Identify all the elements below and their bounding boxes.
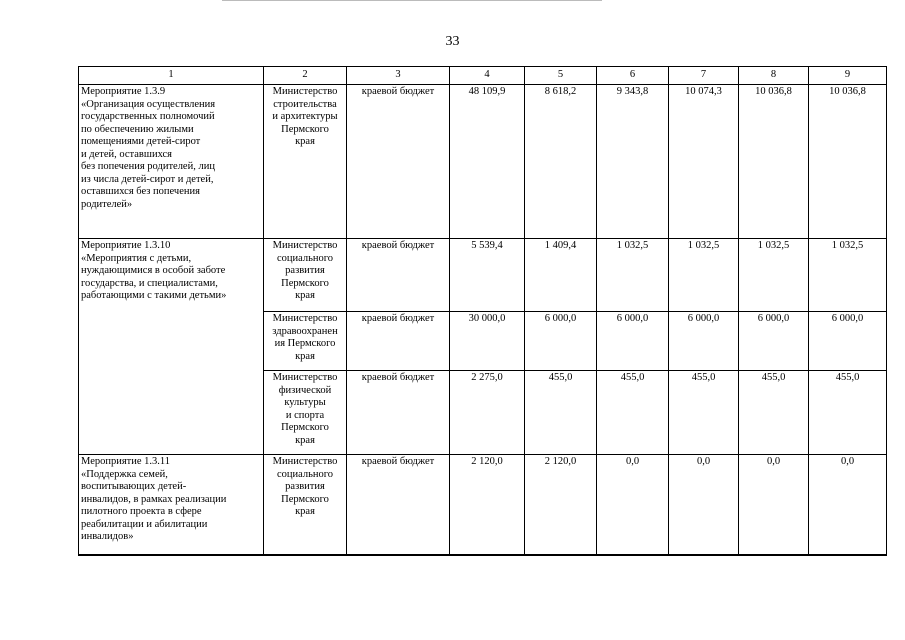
table-row (79, 239, 887, 312)
value-cell: 0,0 (669, 455, 739, 555)
value-cell: 455,0 (669, 371, 739, 455)
value-cell: 2 120,0 (525, 455, 597, 555)
ministry-line: развития (285, 265, 325, 276)
value-cell: 1 032,5 (809, 239, 887, 312)
column-header: 6 (597, 67, 669, 85)
value-cell: 2 275,0 (450, 371, 525, 455)
event-line: Мероприятие 1.3.11 (81, 456, 171, 467)
ministry-cell (264, 312, 347, 371)
ministry-line: и архитектуры (272, 111, 338, 122)
event-line: из числа детей-сирот и детей, (81, 173, 214, 185)
event-line: «Организация осуществления (81, 98, 216, 110)
value-cell: 9 343,8 (597, 85, 669, 239)
column-header: 9 (809, 67, 887, 85)
event-line: «Мероприятия с детьми, (81, 252, 192, 264)
value-cell: 10 074,3 (669, 85, 739, 239)
ministry-line: культуры (284, 397, 326, 408)
value-cell: 6 000,0 (739, 312, 809, 371)
value-cell: 6 000,0 (525, 312, 597, 371)
event-line: воспитывающих детей- (81, 481, 187, 492)
ministry-cell (264, 455, 347, 555)
event-cell (79, 239, 264, 455)
ministry-line: Министерство (272, 240, 338, 251)
ministry-line: развития (285, 481, 325, 492)
event-line: по обеспечению жилыми (81, 123, 194, 135)
budget-table (78, 66, 887, 556)
ministry-line: Министерство (272, 372, 338, 383)
budget-source-cell: краевой бюджет (347, 371, 450, 455)
event-line: нуждающимися в особой заботе (81, 265, 226, 276)
ministry-line: здравоохранен (272, 325, 338, 337)
table-row (79, 85, 887, 239)
table-row (79, 455, 887, 555)
event-cell (79, 85, 264, 239)
ministry-line: физической (278, 384, 332, 396)
column-header: 7 (669, 67, 739, 85)
column-header: 8 (739, 67, 809, 85)
value-cell: 455,0 (597, 371, 669, 455)
ministry-line: края (295, 434, 315, 446)
column-header: 2 (264, 67, 347, 85)
value-cell: 5 539,4 (450, 239, 525, 312)
value-cell: 1 409,4 (525, 239, 597, 312)
event-line: инвалидов» (81, 531, 134, 542)
value-cell: 8 618,2 (525, 85, 597, 239)
event-line: помещениями детей-сирот (81, 136, 201, 147)
ministry-line: ия Пермского (274, 338, 336, 349)
budget-source-cell: краевой бюджет (347, 85, 450, 239)
value-cell: 1 032,5 (739, 239, 809, 312)
column-header: 3 (347, 67, 450, 85)
value-cell: 1 032,5 (669, 239, 739, 312)
ministry-cell (264, 85, 347, 239)
event-line: инвалидов, в рамках реализации (81, 493, 227, 505)
budget-source-cell: краевой бюджет (347, 455, 450, 555)
event-line: «Поддержка семей, (81, 468, 168, 480)
value-cell: 0,0 (809, 455, 887, 555)
value-cell: 6 000,0 (597, 312, 669, 371)
ministry-cell (264, 371, 347, 455)
value-cell: 455,0 (809, 371, 887, 455)
event-line: родителей» (81, 198, 133, 210)
ministry-cell (264, 239, 347, 312)
ministry-line: социального (276, 468, 334, 480)
page-number: 33 (445, 34, 460, 49)
ministry-line: края (295, 350, 315, 362)
value-cell: 1 032,5 (597, 239, 669, 312)
ministry-line: и спорта (285, 409, 325, 421)
event-line: оставшихся без попечения (81, 186, 200, 197)
budget-source-cell: краевой бюджет (347, 239, 450, 312)
event-line: и детей, оставшихся (81, 148, 173, 160)
event-line: Мероприятие 1.3.9 (81, 86, 166, 97)
value-cell: 48 109,9 (450, 85, 525, 239)
top-scan-rule (222, 0, 602, 1)
ministry-line: Министерство (272, 313, 338, 324)
value-cell: 6 000,0 (669, 312, 739, 371)
column-header: 4 (450, 67, 525, 85)
column-number-row (79, 67, 887, 85)
ministry-line: края (295, 136, 315, 147)
budget-source-cell: краевой бюджет (347, 312, 450, 371)
event-line: работающими с такими детьми» (81, 290, 227, 301)
ministry-line: Министерство (272, 456, 338, 467)
event-cell (79, 455, 264, 555)
event-line: государства, и специалистами, (81, 277, 218, 289)
event-line: реабилитации и абилитации (81, 518, 208, 530)
event-line: Мероприятие 1.3.10 (81, 240, 171, 251)
value-cell: 6 000,0 (809, 312, 887, 371)
ministry-line: социального (276, 252, 334, 264)
ministry-line: края (295, 506, 315, 517)
value-cell: 10 036,8 (809, 85, 887, 239)
ministry-line: Пермского (281, 277, 329, 289)
column-header: 1 (79, 67, 264, 85)
value-cell: 455,0 (739, 371, 809, 455)
ministry-line: Пермского (281, 493, 329, 505)
ministry-line: края (295, 290, 315, 301)
value-cell: 2 120,0 (450, 455, 525, 555)
value-cell: 10 036,8 (739, 85, 809, 239)
ministry-line: Пермского (281, 123, 329, 135)
event-line: пилотного проекта в сфере (81, 506, 202, 517)
value-cell: 0,0 (739, 455, 809, 555)
ministry-line: строительства (273, 98, 337, 110)
event-line: государственных полномочий (81, 111, 215, 122)
value-cell: 455,0 (525, 371, 597, 455)
value-cell: 30 000,0 (450, 312, 525, 371)
ministry-line: Министерство (272, 86, 338, 97)
ministry-line: Пермского (281, 422, 329, 433)
column-header: 5 (525, 67, 597, 85)
event-line: без попечения родителей, лиц (81, 161, 215, 172)
value-cell: 0,0 (597, 455, 669, 555)
